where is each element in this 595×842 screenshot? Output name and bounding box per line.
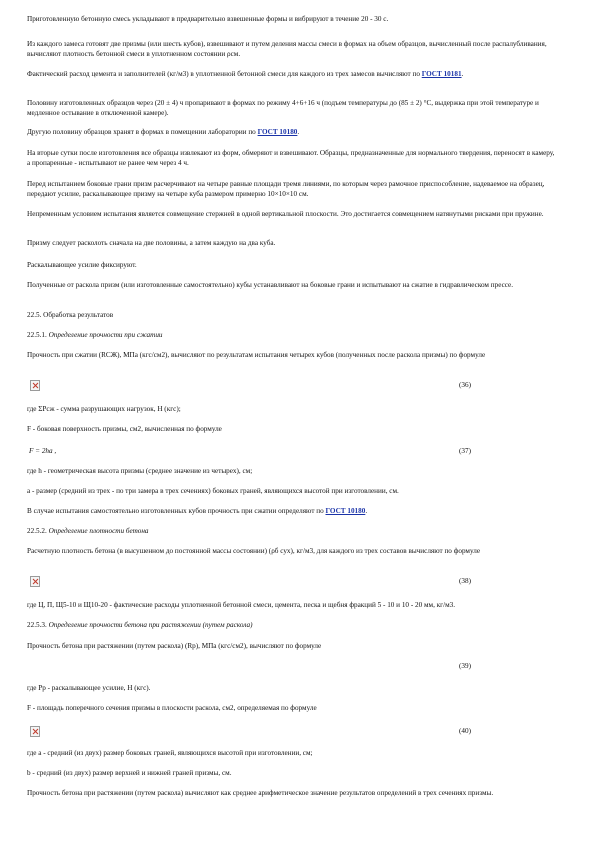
gost-10180-link[interactable]: ГОСТ 10180 [325,507,366,515]
subsection-heading [27,527,555,537]
subsection-number: 22.5.3. [27,621,49,629]
paragraph-text: Фактический расход цемента и заполнителей (кг/м3) в уплотненной бетонной смеси для каждого из трех замесов вычисляют по [27,70,422,78]
paragraph: Прочность при сжатии (RСЖ), МПа (кгс/см2), вычисляют по результатам испытания четырех кубов (полученных после раскола призмы) по формуле [27,351,486,359]
paragraph: где ΣРсж - сумма разрушающих нагрузок, Н (кгс); [27,405,181,413]
formula-37 [27,446,555,460]
subsection-heading [27,331,555,341]
paragraph: b - средний (из двух) размер верхней и нижней граней призмы, см. [27,769,232,777]
paragraph: Расчетную плотность бетона (в высушенном до постоянной массы состоянии) (ρб сух), кг/м3, для каждого из трех составов вычисляют по формуле [27,547,481,555]
paragraph: Прочность бетона при растяжении (путем раскола) вычисляют как среднее арифметическое значение результатов определений в трех сечениях призмы. [27,789,494,797]
paragraph: F - площадь поперечного сечения призмы в плоскости раскола, см2, определяемая по формуле [27,704,317,712]
formula-number: (37) [459,447,471,455]
paragraph: Из каждого замеса готовят две призмы (или шесть кубов), взвешивают и путем деления массы смеси в формах на объем образцов, вычисленный после распалубливания, вычисляют плотность бетонной смеси в уплотненном состоянии ρсм. [27,40,547,58]
broken-image-icon [30,380,40,391]
paragraph: Призму следует расколоть сначала на две половины, а затем каждую на два куба. [27,239,276,247]
paragraph: Раскалывающее усилие фиксируют. [27,261,137,269]
paragraph-text: . [461,70,464,78]
subsection-title: Определение прочности бетона при растяжении (путем раскола) [48,621,253,629]
formula-39 [27,661,555,675]
paragraph [27,70,555,80]
paragraph-text: В случае испытания самостоятельно изготовленных кубов прочность при сжатии определяют по [27,507,326,515]
paragraph-text: Другую половину образцов хранят в формах в помещении лаборатории по [27,128,258,136]
paragraph: где Ц, П, Щ5-10 и Щ10-20 - фактические расходы уплотненной бетонной смеси, цемента, песка и щебня фракций 5 - 10 и 10 - 20 мм, кг/м3. [27,601,456,609]
broken-image-icon [30,576,40,587]
formula-36 [27,380,555,394]
gost-10181-link[interactable]: ГОСТ 10181 [421,70,462,78]
subsection-title: Определение плотности бетона [48,527,149,535]
paragraph-text: . [365,507,368,515]
paragraph: Приготовленную бетонную смесь укладывают в предварительно взвешенные формы и вибрируют в течение 20 - 30 с. [27,15,389,23]
paragraph: Перед испытанием боковые грани призм расчерчивают на четыре равные площади тремя линиями, по которым через рамочное приспособление, надеваемое на образец, передают усилие, раскалывающее призму на четыре куба размером примерно 10×10×10 см. [27,180,545,198]
subsection-number: 22.5.1. [27,331,49,339]
paragraph: Полученные от раскола призм (или изготовленные самостоятельно) кубы устанавливают на боковые грани и испытывают на сжатие в гидравлическом прессе. [27,281,514,289]
formula-38 [27,576,555,590]
paragraph: Прочность бетона при растяжении (путем раскола) (Rр), МПа (кгс/см2), вычисляют по формуле [27,642,322,650]
formula-number: (38) [459,577,471,585]
paragraph: где Pр - раскалывающее усилие, Н (кгс). [27,684,151,692]
paragraph: F - боковая поверхность призмы, см2, вычисленная по формуле [27,425,222,433]
section-heading: 22.5. Обработка результатов [27,311,114,319]
paragraph-text: . [297,128,300,136]
paragraph: На вторые сутки после изготовления все образцы извлекают из форм, обмеряют и взвешивают. Образцы, предназначенные для нормального твердения, переносят в камеру, а пропаренные - испытывают не ранее чем через 4 ч. [27,149,555,167]
paragraph: Непременным условием испытания является совмещение стержней в одной вертикальной плоскости. Это достигается совмещением натянутыми рисками при пружине. [27,210,544,218]
formula-40 [27,726,555,740]
paragraph [27,507,555,517]
gost-10180-link[interactable]: ГОСТ 10180 [257,128,298,136]
formula-number: (40) [459,727,471,735]
subsection-title: Определение прочности при сжатии [48,331,163,339]
paragraph: Половину изготовленных образцов через (20 ± 4) ч пропаривают в формах по режиму 4+6+16 ч (подъем температуры до (85 ± 2) °С, выдержка при этой температуре и медленное остывание в отключенной камере). [27,99,539,117]
formula-expression: F = 2ha , [29,447,57,455]
paragraph: a - размер (средний из трех - по три замера в трех сечениях) боковых граней, являющихся высотой при изготовлении, см. [27,487,399,495]
paragraph: где h - геометрическая высота призмы (среднее значение из четырех), см; [27,467,253,475]
subsection-heading [27,621,555,631]
paragraph: где a - средний (из двух) размер боковых граней, являющихся высотой при изготовлении, см; [27,749,313,757]
subsection-number: 22.5.2. [27,527,49,535]
broken-image-icon [30,726,40,737]
paragraph [27,128,555,138]
formula-number: (36) [459,381,471,389]
formula-number: (39) [459,662,471,670]
